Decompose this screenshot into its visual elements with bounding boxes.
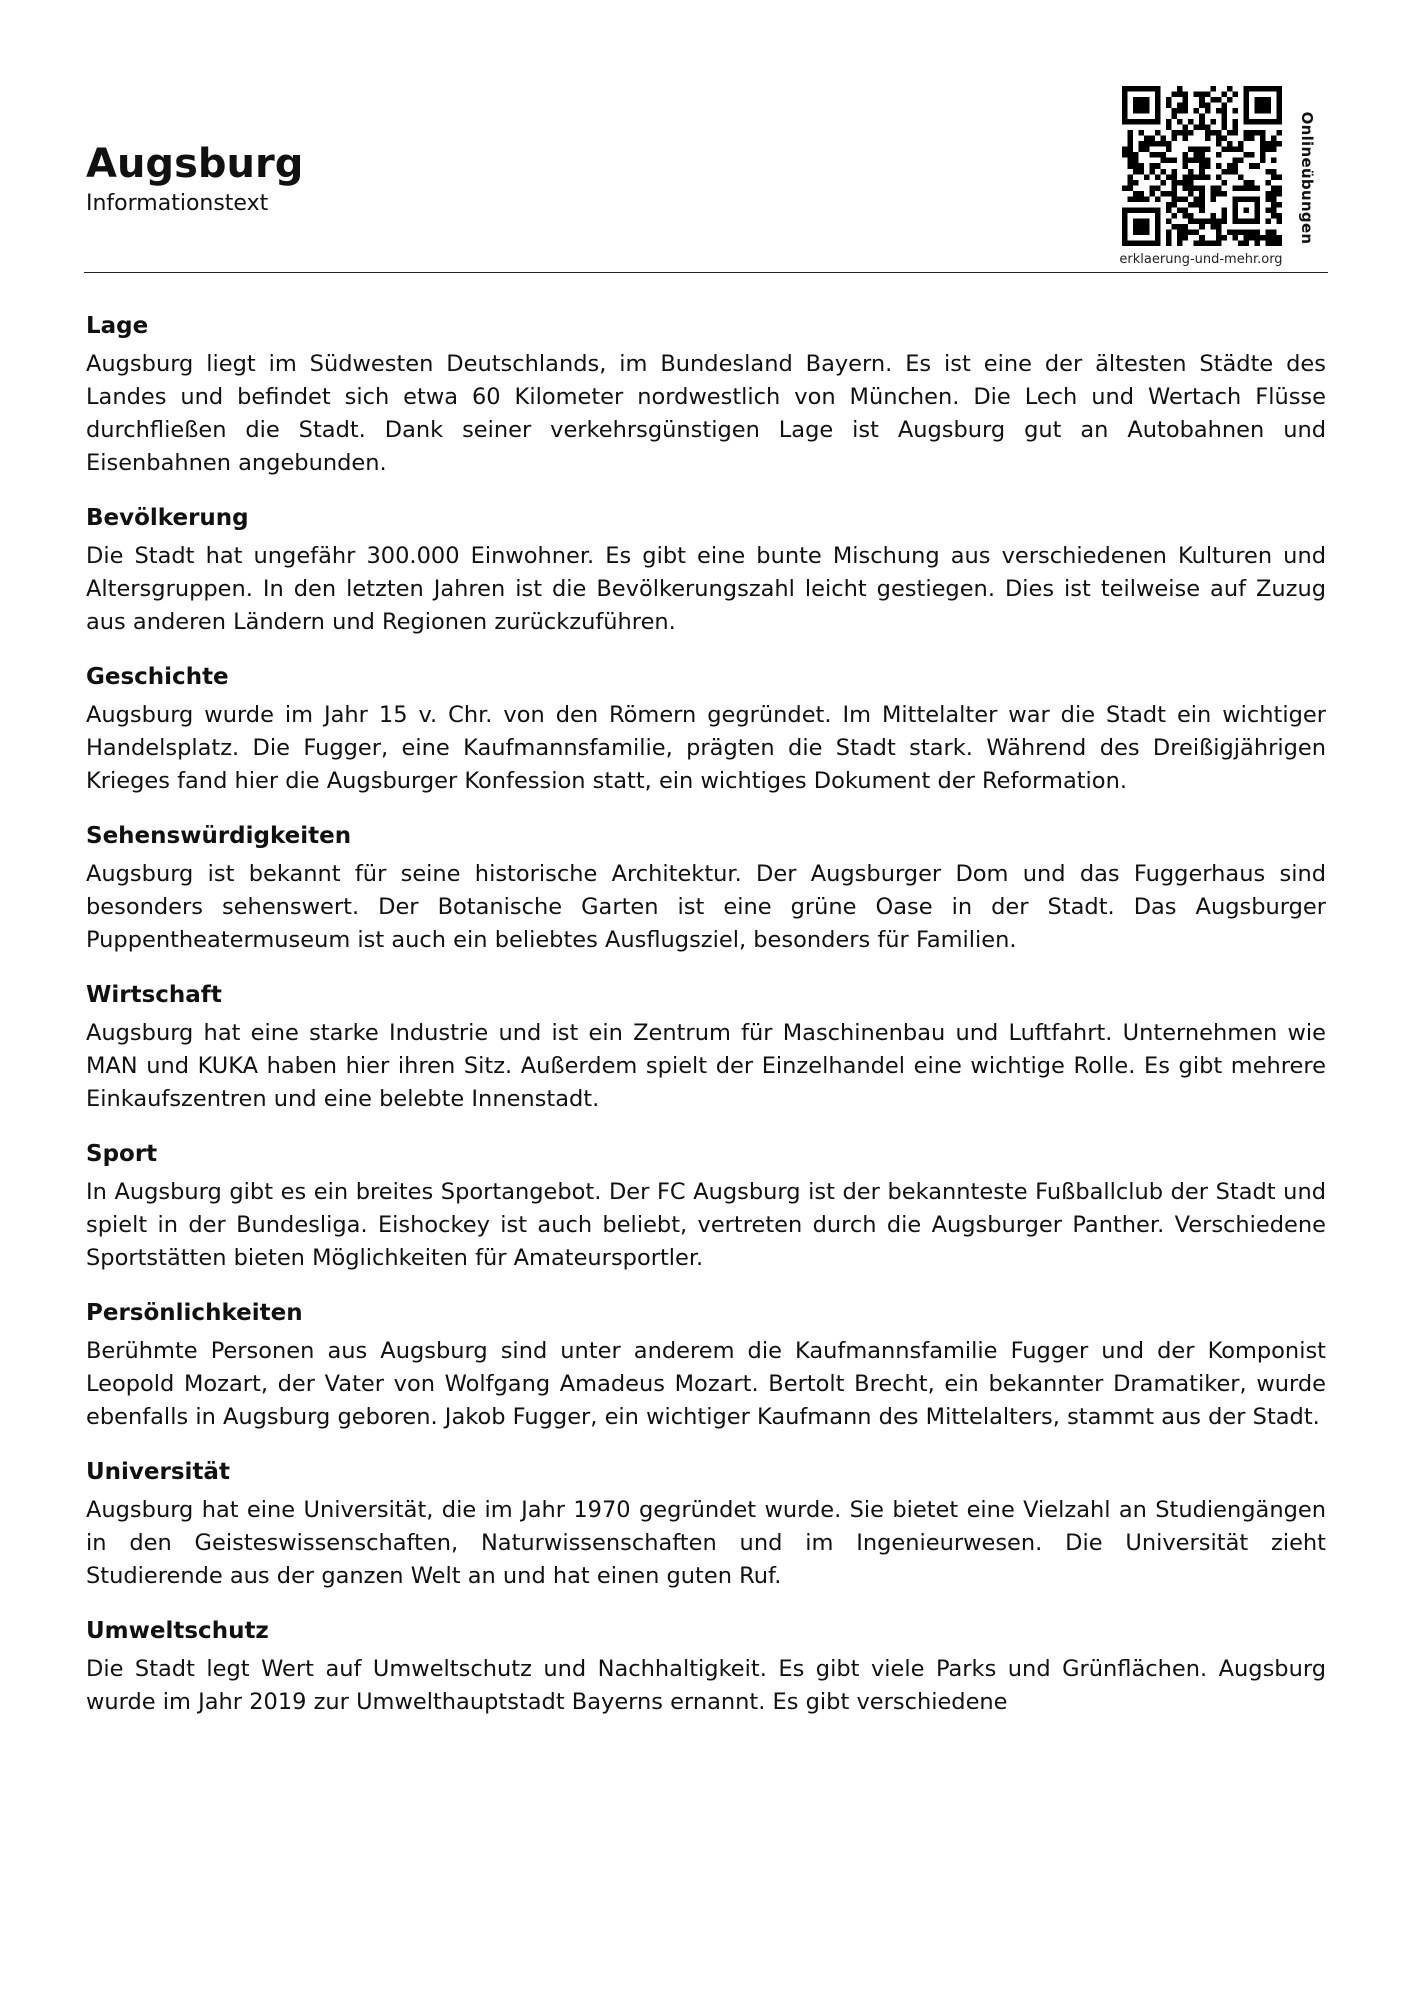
section-heading: Sehenswürdigkeiten	[86, 823, 352, 849]
section-persoenlichkeiten	[86, 1293, 1326, 1434]
section-text: Augsburg wurde im Jahr 15 v. Chr. von den Römern gegründet. Im Mittelalter war die Stadt ein wichtiger Handelsplatz. Die Fugger, eine Kaufmannsfamilie, prägten die Stadt stark. Während des Dreißigjährigen Krieges fand hier die Augsburger Konfession statt, ein wichtiges Dokument der Reformation.	[86, 702, 1326, 794]
page-title: Augsburg	[86, 141, 304, 187]
section-heading: Sport	[86, 1141, 158, 1167]
section-umweltschutz	[86, 1611, 1326, 1719]
section-heading: Bevölkerung	[86, 505, 249, 531]
document-header	[86, 140, 303, 218]
section-heading: Geschichte	[86, 664, 229, 690]
document-body	[86, 306, 1326, 1737]
section-text: Augsburg hat eine starke Industrie und ist ein Zentrum für Maschinenbau und Luftfahrt. Unternehmen wie MAN und KUKA haben hier ihren Sitz. Außerdem spielt der Einzelhandel eine wichtige Rolle. Es gibt mehrere Einkaufszentren und eine belebte Innenstadt.	[86, 1020, 1326, 1112]
section-sport	[86, 1134, 1326, 1275]
qr-code-icon	[1122, 86, 1282, 246]
qr-side-label: Onlineübungen	[1298, 111, 1316, 245]
section-bevoelkerung	[86, 498, 1326, 639]
page-subtitle: Informationstext	[86, 191, 269, 216]
section-geschichte	[86, 657, 1326, 798]
header-divider	[84, 272, 1328, 273]
section-heading: Umweltschutz	[86, 1618, 269, 1644]
section-text: Augsburg ist bekannt für seine historische Architektur. Der Augsburger Dom und das Fuggerhaus sind besonders sehenswert. Der Botanische Garten ist eine grüne Oase in der Stadt. Das Augsburger Puppentheatermuseum ist auch ein beliebtes Ausflugsziel, besonders für Familien.	[86, 861, 1326, 953]
section-heading: Wirtschaft	[86, 982, 222, 1008]
qr-url-label[interactable]: erklaerung-und-mehr.org	[1119, 252, 1283, 267]
section-sehenswuerdigkeiten	[86, 816, 1326, 957]
section-heading: Lage	[86, 313, 149, 339]
section-heading: Persönlichkeiten	[86, 1300, 303, 1326]
section-text: Augsburg liegt im Südwesten Deutschlands, im Bundesland Bayern. Es ist eine der ältesten Städte des Landes und befindet sich etwa 60 Kilometer nordwestlich von München. Die Lech und Wertach Flüsse durchfließen die Stadt. Dank seiner verkehrsgünstigen Lage ist Augsburg gut an Autobahnen und Eisenbahnen angebunden.	[86, 351, 1326, 476]
section-text: In Augsburg gibt es ein breites Sportangebot. Der FC Augsburg ist der bekannteste Fußballclub der Stadt und spielt in der Bundesliga. Eishockey ist auch beliebt, vertreten durch die Augsburger Panther. Verschiedene Sportstätten bieten Möglichkeiten für Amateursportler.	[86, 1179, 1326, 1271]
qr-code[interactable]	[1112, 82, 1322, 272]
section-text: Die Stadt hat ungefähr 300.000 Einwohner. Es gibt eine bunte Mischung aus verschiedenen Kulturen und Altersgruppen. In den letzten Jahren ist die Bevölkerungszahl leicht gestiegen. Dies ist teilweise auf Zuzug aus anderen Ländern und Regionen zurückzuführen.	[86, 543, 1326, 635]
section-text: Die Stadt legt Wert auf Umweltschutz und Nachhaltigkeit. Es gibt viele Parks und Grünflächen. Augsburg wurde im Jahr 2019 zur Umwelthauptstadt Bayerns ernannt. Es gibt verschiedene	[86, 1656, 1326, 1715]
section-heading: Universität	[86, 1459, 230, 1485]
section-universitaet	[86, 1452, 1326, 1593]
section-wirtschaft	[86, 975, 1326, 1116]
section-text: Augsburg hat eine Universität, die im Jahr 1970 gegründet wurde. Sie bietet eine Vielzahl an Studiengängen in den Geisteswissenschaften, Naturwissenschaften und im Ingenieurwesen. Die Universität zieht Studierende aus der ganzen Welt an und hat einen guten Ruf.	[86, 1497, 1326, 1589]
section-lage	[86, 306, 1326, 480]
section-text: Berühmte Personen aus Augsburg sind unter anderem die Kaufmannsfamilie Fugger und der Komponist Leopold Mozart, der Vater von Wolfgang Amadeus Mozart. Bertolt Brecht, ein bekannter Dramatiker, wurde ebenfalls in Augsburg geboren. Jakob Fugger, ein wichtiger Kaufmann des Mittelalters, stammt aus der Stadt.	[86, 1338, 1326, 1430]
